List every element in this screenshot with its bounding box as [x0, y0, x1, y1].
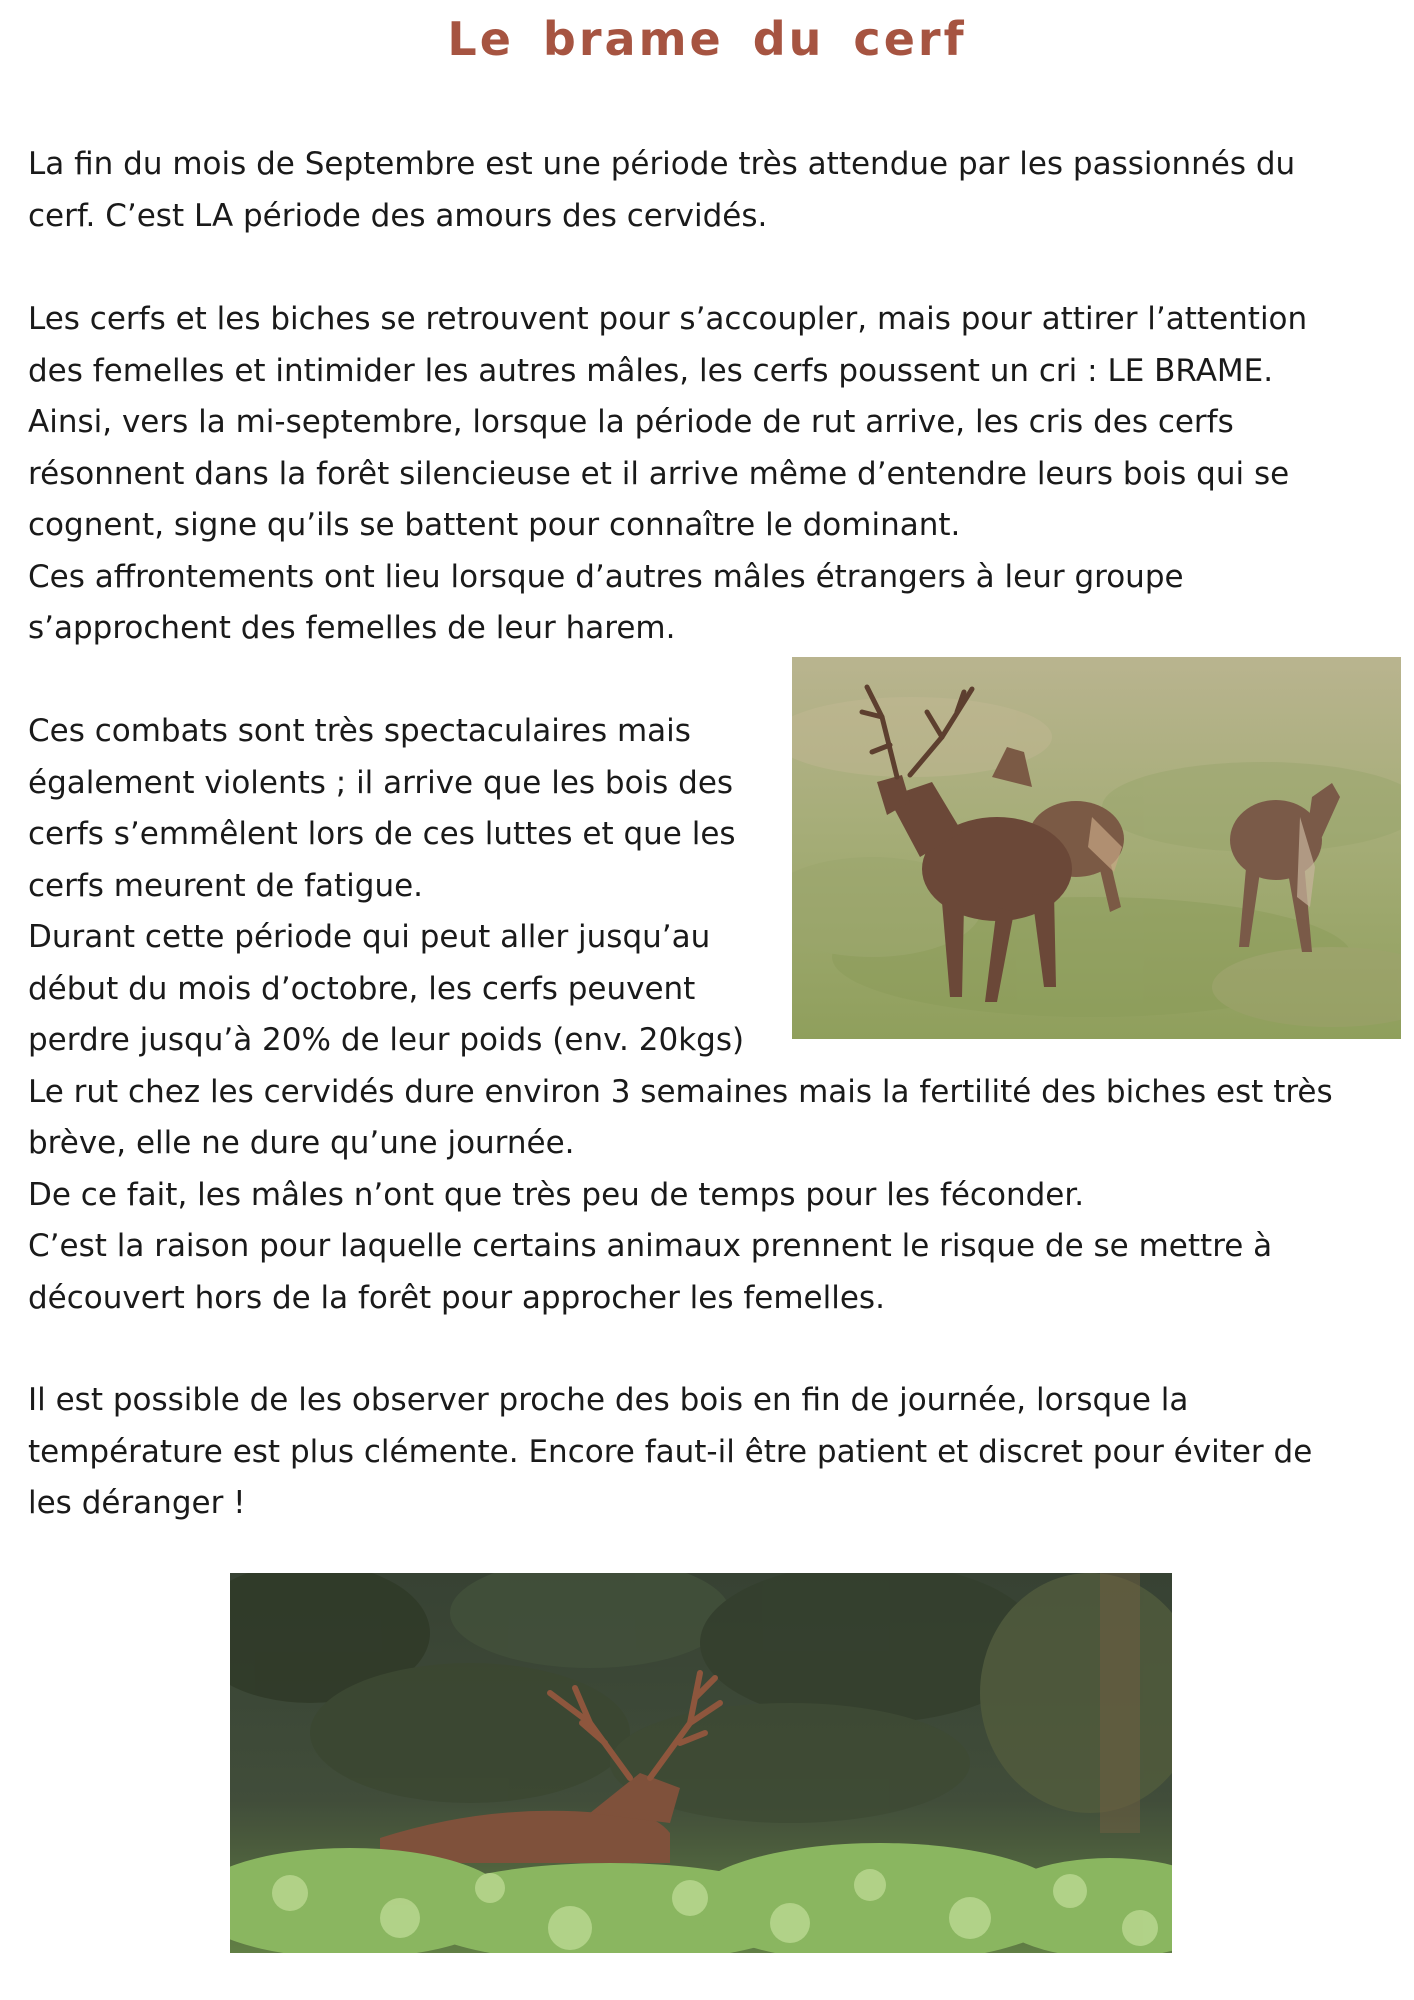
text-line: Ces combats sont très spectaculaires mais: [28, 713, 691, 749]
text-line: cerf. C’est LA période des amours des cervidés.: [28, 197, 768, 234]
stag-forest-photo: [230, 1573, 1172, 1953]
paragraph-observation: [28, 1375, 1312, 1530]
text-line: Durant cette période qui peut aller jusqu’au: [28, 919, 711, 955]
text-line: Il est possible de les observer proche des bois en fin de journée, lorsque la: [28, 1382, 1189, 1418]
text-line: Ainsi, vers la mi-septembre, lorsque la période de rut arrive, les cris des cerfs: [28, 404, 1234, 440]
text-line: La fin du mois de Septembre est une période très attendue par les passionnés du: [28, 146, 1296, 182]
text-line: Le rut chez les cervidés dure environ 3 semaines mais la fertilité des biches est très: [28, 1073, 1333, 1110]
text-line: perdre jusqu’à 20% de leur poids (env. 20kgs): [28, 1022, 745, 1058]
page-title: Le brame du cerf: [447, 12, 967, 66]
text-line: également violents ; il arrive que les bois des: [28, 764, 734, 801]
text-line: résonnent dans la forêt silencieuse et il arrive même d’entendre leurs bois qui se: [28, 455, 1290, 492]
text-line: cerfs s’emmêlent lors de ces luttes et que les: [28, 816, 736, 852]
paragraph-brame: [28, 294, 1307, 655]
text-line: des femelles et intimider les autres mâles, les cerfs poussent un cri : LE BRAME.: [28, 352, 1274, 389]
text-line: Ces affrontements ont lieu lorsque d’autres mâles étrangers à leur groupe: [28, 558, 1184, 595]
text-line: cognent, signe qu’ils se battent pour connaître le dominant.: [28, 507, 961, 543]
text-line: De ce fait, les mâles n’ont que très peu de temps pour les féconder.: [28, 1176, 1085, 1213]
text-line: s’approchent des femelles de leur harem.: [28, 610, 676, 646]
text-line: brève, elle ne dure qu’une journée.: [28, 1125, 575, 1161]
text-line: découvert hors de la forêt pour approcher les femelles.: [28, 1279, 885, 1316]
text-line: température est plus clémente. Encore faut-il être patient et discret pour éviter de: [28, 1433, 1313, 1470]
deer-meadow-photo: [792, 657, 1401, 1039]
text-line: Les cerfs et les biches se retrouvent pour s’accoupler, mais pour attirer l’attention: [28, 301, 1308, 337]
text-line: début du mois d’octobre, les cerfs peuvent: [28, 970, 696, 1007]
paragraph-intro: [28, 139, 1295, 242]
text-line: cerfs meurent de fatigue.: [28, 867, 424, 904]
text-line: C’est la raison pour laquelle certains animaux prennent le risque de se mettre à: [28, 1228, 1273, 1264]
text-line: les déranger !: [28, 1485, 246, 1521]
